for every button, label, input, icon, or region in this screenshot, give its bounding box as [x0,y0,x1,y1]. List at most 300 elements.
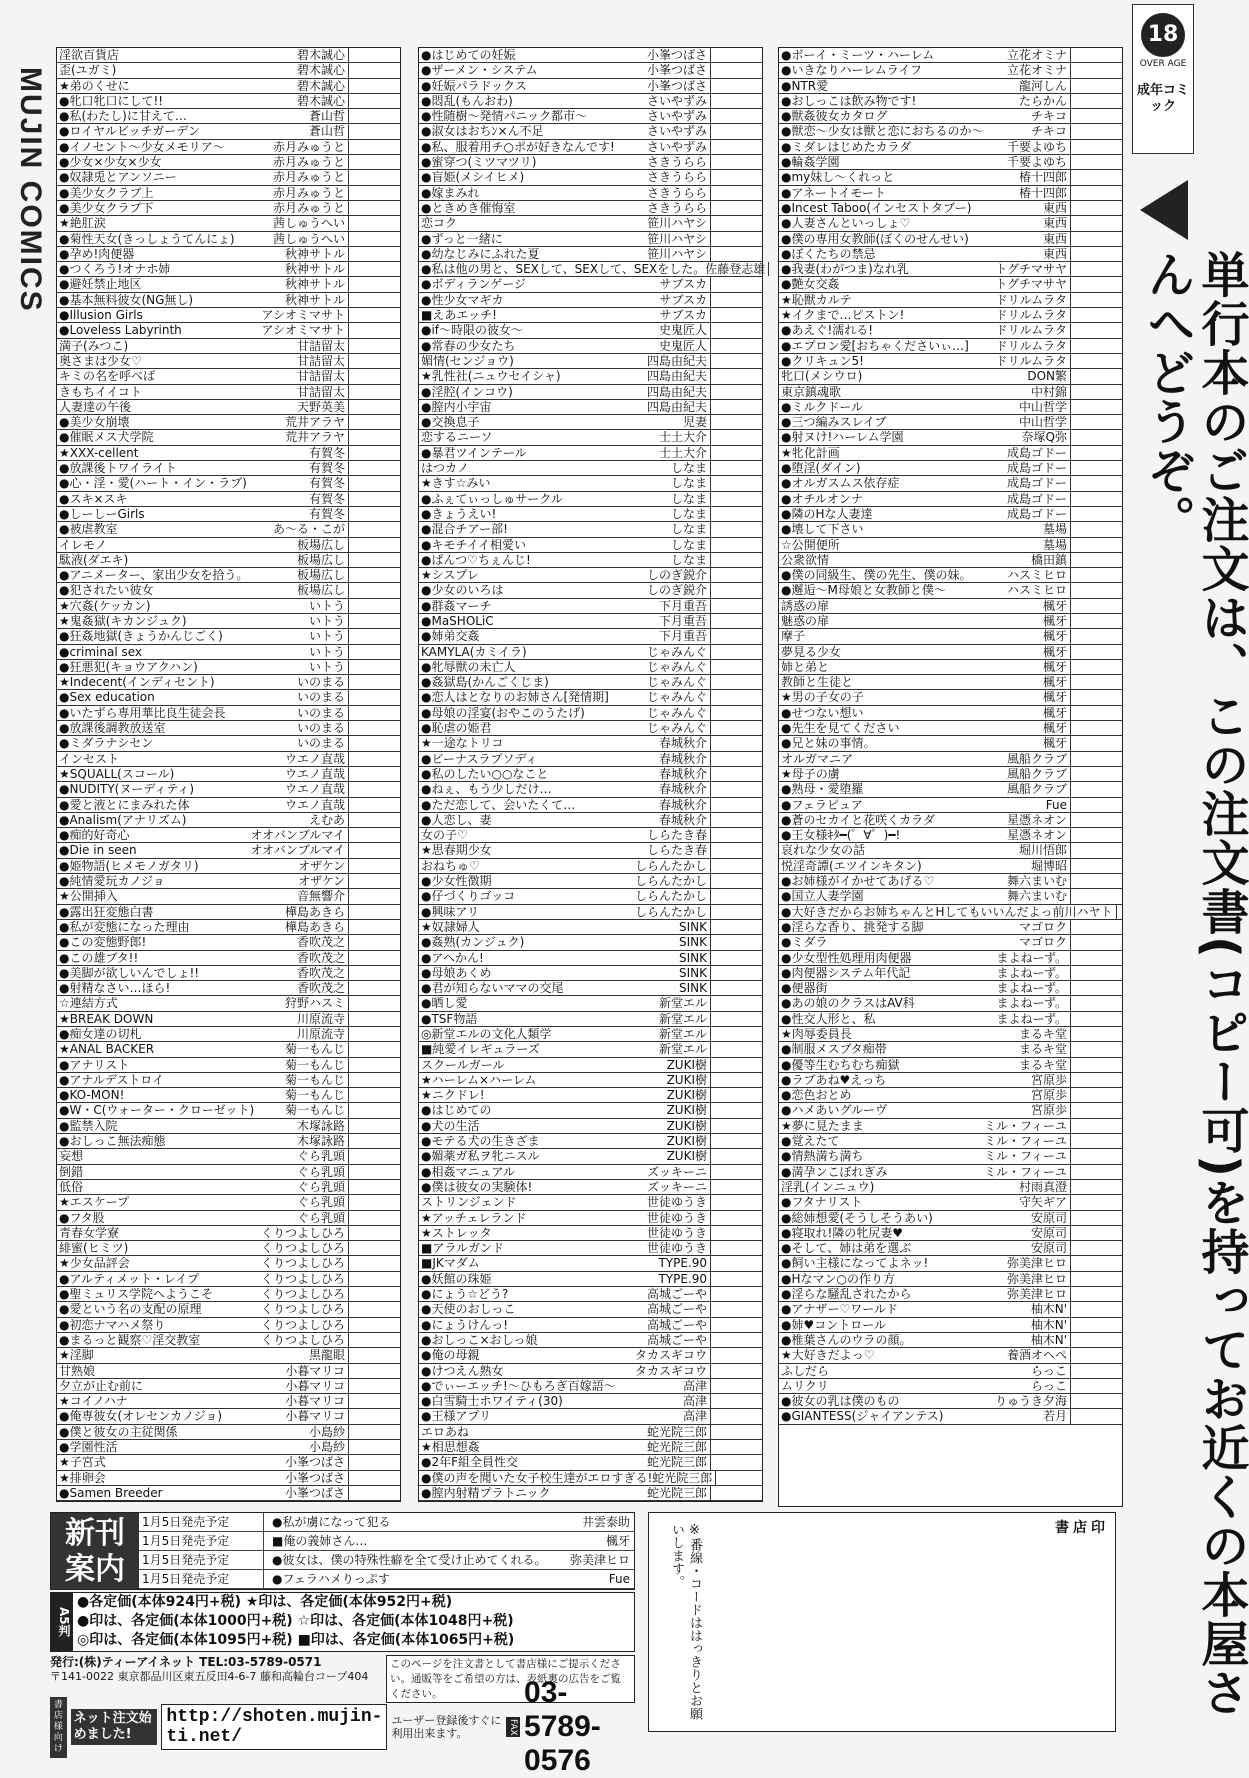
quantity-box[interactable] [710,201,762,215]
quantity-box[interactable] [1070,1348,1122,1362]
quantity-box[interactable] [348,63,400,77]
quantity-box[interactable] [1070,446,1122,460]
quantity-box[interactable] [1070,1409,1122,1423]
quantity-box[interactable] [1070,1180,1122,1194]
quantity-box[interactable] [1070,1302,1122,1316]
quantity-box[interactable] [348,476,400,490]
quantity-box[interactable] [710,293,762,307]
quantity-box[interactable] [348,1195,400,1209]
quantity-box[interactable] [1070,951,1122,965]
quantity-box[interactable] [710,109,762,123]
quantity-box[interactable] [348,1471,400,1485]
quantity-box[interactable] [710,1058,762,1072]
quantity-box[interactable] [348,538,400,552]
quantity-box[interactable] [348,1241,400,1255]
quantity-box[interactable] [348,492,400,506]
quantity-box[interactable] [710,1394,762,1408]
quantity-box[interactable] [710,843,762,857]
quantity-box[interactable] [348,859,400,873]
quantity-box[interactable] [1070,874,1122,888]
quantity-box[interactable] [710,216,762,230]
quantity-box[interactable] [1070,1318,1122,1332]
quantity-box[interactable] [710,1425,762,1439]
quantity-box[interactable] [348,629,400,643]
order-row [419,599,762,614]
quantity-box[interactable] [710,323,762,337]
quantity-box[interactable] [348,996,400,1010]
quantity-box[interactable] [348,201,400,215]
quantity-box[interactable] [710,599,762,613]
quantity-box[interactable] [710,660,762,674]
quantity-box[interactable] [710,1409,762,1423]
quantity-box[interactable] [710,828,762,842]
quantity-box[interactable] [348,690,400,704]
quantity-box[interactable] [710,415,762,429]
quantity-box[interactable] [348,1287,400,1301]
quantity-box[interactable] [710,583,762,597]
quantity-box[interactable] [710,675,762,689]
quantity-box[interactable] [710,1134,762,1148]
quantity-box[interactable] [348,1409,400,1423]
quantity-box[interactable] [348,798,400,812]
quantity-box[interactable] [348,323,400,337]
quantity-box[interactable] [710,859,762,873]
quantity-box[interactable] [1070,1195,1122,1209]
quantity-box[interactable] [348,889,400,903]
quantity-box[interactable] [1070,752,1122,766]
quantity-box[interactable] [710,1073,762,1087]
quantity-box[interactable] [710,966,762,980]
quantity-box[interactable] [710,935,762,949]
quantity-box[interactable] [1070,140,1122,154]
quantity-box[interactable] [710,1318,762,1332]
quantity-box[interactable] [1070,1058,1122,1072]
order-row [419,583,762,598]
quantity-box[interactable] [348,660,400,674]
quantity-box[interactable] [1070,706,1122,720]
quantity-box[interactable] [1070,614,1122,628]
quantity-box[interactable] [710,1256,762,1270]
quantity-box[interactable] [348,614,400,628]
quantity-box[interactable] [710,690,762,704]
quantity-box[interactable] [710,614,762,628]
quantity-box[interactable] [348,1180,400,1194]
quantity-box[interactable] [1070,1119,1122,1133]
quantity-box[interactable] [710,1364,762,1378]
quantity-box[interactable] [348,1027,400,1041]
quantity-box[interactable] [348,767,400,781]
quantity-box[interactable] [1070,538,1122,552]
quantity-box[interactable] [1070,1241,1122,1255]
quantity-box[interactable] [348,1455,400,1469]
quantity-box[interactable] [710,721,762,735]
quantity-box[interactable] [348,1211,400,1225]
quantity-box[interactable] [1070,1364,1122,1378]
quantity-box[interactable] [710,629,762,643]
book-title: キミの名を呼べば [59,369,156,384]
author: ZUKI樹 [666,1103,707,1118]
quantity-box[interactable] [348,951,400,965]
book-title: ●人恋し、妻 [421,812,492,827]
quantity-box[interactable] [348,1302,400,1316]
order-row [57,660,400,675]
quantity-box[interactable] [710,1379,762,1393]
quantity-box[interactable] [1070,323,1122,337]
quantity-box[interactable] [710,492,762,506]
quantity-box[interactable] [1070,660,1122,674]
quantity-box[interactable] [348,568,400,582]
quantity-box[interactable] [710,1287,762,1301]
quantity-box[interactable] [710,905,762,919]
quantity-box[interactable] [1070,216,1122,230]
quantity-box[interactable] [1070,1149,1122,1163]
quantity-box[interactable] [1070,828,1122,842]
quantity-box[interactable] [348,966,400,980]
quantity-box[interactable] [348,1042,400,1056]
quantity-box[interactable] [710,94,762,108]
quantity-box[interactable] [1070,277,1122,291]
quantity-box[interactable] [710,996,762,1010]
quantity-box[interactable] [710,385,762,399]
quantity-box[interactable] [348,354,400,368]
quantity-box[interactable] [348,522,400,536]
quantity-box[interactable] [348,706,400,720]
quantity-box[interactable] [348,293,400,307]
quantity-box[interactable] [1070,1073,1122,1087]
quantity-box[interactable] [1070,232,1122,246]
quantity-box[interactable] [710,247,762,261]
quantity-box[interactable] [348,232,400,246]
quantity-box[interactable] [1070,583,1122,597]
quantity-box[interactable] [710,736,762,750]
quantity-box[interactable] [348,1012,400,1026]
quantity-box[interactable] [710,1302,762,1316]
quantity-box[interactable] [710,446,762,460]
quantity-box[interactable] [1070,63,1122,77]
quantity-box[interactable] [1070,553,1122,567]
quantity-box[interactable] [1116,905,1122,919]
quantity-box[interactable] [1070,1256,1122,1270]
quantity-box[interactable] [710,1103,762,1117]
quantity-box[interactable] [1070,1134,1122,1148]
quantity-box[interactable] [1070,1012,1122,1026]
quantity-box[interactable] [348,262,400,276]
quantity-box[interactable] [710,170,762,184]
quantity-box[interactable] [710,1088,762,1102]
quantity-box[interactable] [1070,1394,1122,1408]
quantity-box[interactable] [1070,675,1122,689]
quantity-box[interactable] [1070,430,1122,444]
quantity-box[interactable] [348,1425,400,1439]
quantity-box[interactable] [1070,568,1122,582]
quantity-box[interactable] [348,828,400,842]
quantity-box[interactable] [710,981,762,995]
quantity-box[interactable] [348,461,400,475]
quantity-box[interactable] [1070,293,1122,307]
author: 小峯つばさ [284,1455,345,1470]
quantity-box[interactable] [1070,629,1122,643]
quantity-box[interactable] [1070,124,1122,138]
quantity-box[interactable] [1070,1103,1122,1117]
quantity-box[interactable] [710,155,762,169]
quantity-box[interactable] [1070,966,1122,980]
quantity-box[interactable] [710,1241,762,1255]
quantity-box[interactable] [710,369,762,383]
book-title: ●肉便器システム年代記 [781,965,911,980]
quantity-box[interactable] [348,1486,400,1500]
quantity-box[interactable] [1070,645,1122,659]
author: SINK [678,950,707,965]
quantity-box[interactable] [710,706,762,720]
quantity-box[interactable] [1070,981,1122,995]
quantity-box[interactable] [1070,461,1122,475]
quantity-box[interactable] [348,430,400,444]
quantity-box[interactable] [348,1058,400,1072]
quantity-box[interactable] [348,507,400,521]
quantity-box[interactable] [1070,798,1122,812]
quantity-box[interactable] [348,599,400,613]
quantity-box[interactable] [348,186,400,200]
order-url-link[interactable]: http://shoten.mujin-ti.net/ [161,1704,387,1750]
quantity-box[interactable] [710,1042,762,1056]
quantity-box[interactable] [1070,186,1122,200]
quantity-box[interactable] [348,1256,400,1270]
quantity-box[interactable] [348,124,400,138]
quantity-box[interactable] [348,155,400,169]
quantity-box[interactable] [348,1348,400,1362]
quantity-box[interactable] [348,843,400,857]
quantity-box[interactable] [348,247,400,261]
quantity-box[interactable] [710,1180,762,1194]
quantity-box[interactable] [1070,476,1122,490]
quantity-box[interactable] [1070,889,1122,903]
book-title: ●にょう☆どう? [421,1287,509,1302]
quantity-box[interactable] [348,736,400,750]
quantity-box[interactable] [348,446,400,460]
order-row [779,63,1122,78]
quantity-box[interactable] [710,522,762,536]
quantity-box[interactable] [710,813,762,827]
quantity-box[interactable] [1070,109,1122,123]
quantity-box[interactable] [710,874,762,888]
quantity-box[interactable] [1070,354,1122,368]
quantity-box[interactable] [348,782,400,796]
book-title: ●初恋ナマハメ祭り [59,1317,166,1332]
quantity-box[interactable] [348,1364,400,1378]
quantity-box[interactable] [1070,1165,1122,1179]
quantity-box[interactable] [710,124,762,138]
quantity-box[interactable] [348,1318,400,1332]
quantity-box[interactable] [710,645,762,659]
quantity-box[interactable] [710,1165,762,1179]
quantity-box[interactable] [1070,1272,1122,1286]
quantity-box[interactable] [1070,736,1122,750]
quantity-box[interactable] [710,308,762,322]
quantity-box[interactable] [710,951,762,965]
quantity-box[interactable] [348,308,400,322]
quantity-box[interactable] [348,170,400,184]
quantity-box[interactable] [710,1272,762,1286]
quantity-box[interactable] [348,1272,400,1286]
quantity-box[interactable] [1070,782,1122,796]
quantity-box[interactable] [715,1471,762,1485]
quantity-box[interactable] [348,109,400,123]
quantity-box[interactable] [1070,262,1122,276]
quantity-box[interactable] [710,507,762,521]
quantity-box[interactable] [348,94,400,108]
quantity-box[interactable] [710,1486,762,1500]
quantity-box[interactable] [710,48,762,62]
quantity-box[interactable] [1070,201,1122,215]
quantity-box[interactable] [1070,599,1122,613]
quantity-box[interactable] [710,461,762,475]
quantity-box[interactable] [1070,721,1122,735]
quantity-box[interactable] [1070,1088,1122,1102]
quantity-box[interactable] [710,1195,762,1209]
order-row [779,1241,1122,1256]
quantity-box[interactable] [348,675,400,689]
quantity-box[interactable] [348,920,400,934]
quantity-box[interactable] [348,553,400,567]
quantity-box[interactable] [348,1134,400,1148]
quantity-box[interactable] [348,1165,400,1179]
quantity-box[interactable] [768,262,769,276]
book-title: ◎新堂エルの文化人類学 [421,1027,552,1041]
quantity-box[interactable] [1070,1027,1122,1041]
quantity-box[interactable] [348,813,400,827]
quantity-box[interactable] [348,1440,400,1454]
quantity-box[interactable] [348,935,400,949]
quantity-box[interactable] [1070,1211,1122,1225]
quantity-box[interactable] [348,1119,400,1133]
quantity-box[interactable] [348,1379,400,1393]
quantity-box[interactable] [1070,415,1122,429]
quantity-box[interactable] [710,232,762,246]
release-title: ●私が虜になって犯る [272,1515,391,1529]
quantity-box[interactable] [1070,247,1122,261]
quantity-box[interactable] [348,583,400,597]
quantity-box[interactable] [348,874,400,888]
quantity-box[interactable] [348,216,400,230]
quantity-box[interactable] [348,415,400,429]
quantity-box[interactable] [1070,94,1122,108]
quantity-box[interactable] [348,752,400,766]
quantity-box[interactable] [348,140,400,154]
quantity-box[interactable] [348,369,400,383]
quantity-box[interactable] [348,400,400,414]
quantity-box[interactable] [348,1333,400,1347]
quantity-box[interactable] [710,782,762,796]
order-row [779,874,1122,889]
order-row [419,614,762,629]
quantity-box[interactable] [348,79,400,93]
quantity-box[interactable] [710,1455,762,1469]
quantity-box[interactable] [348,645,400,659]
quantity-box[interactable] [710,1348,762,1362]
quantity-box[interactable] [348,1073,400,1087]
quantity-box[interactable] [348,721,400,735]
quantity-box[interactable] [710,430,762,444]
quantity-box[interactable] [710,63,762,77]
quantity-box[interactable] [348,1103,400,1117]
quantity-box[interactable] [348,48,400,62]
quantity-box[interactable] [710,140,762,154]
quantity-box[interactable] [1070,79,1122,93]
quantity-box[interactable] [348,1088,400,1102]
quantity-box[interactable] [1070,1287,1122,1301]
quantity-box[interactable] [710,1440,762,1454]
quantity-box[interactable] [1070,859,1122,873]
quantity-box[interactable] [710,1027,762,1041]
quantity-box[interactable] [1070,170,1122,184]
quantity-box[interactable] [1070,843,1122,857]
quantity-box[interactable] [710,476,762,490]
quantity-box[interactable] [710,1211,762,1225]
quantity-box[interactable] [1070,767,1122,781]
order-row [779,843,1122,858]
quantity-box[interactable] [1070,507,1122,521]
quantity-box[interactable] [348,339,400,353]
quantity-box[interactable] [1070,1042,1122,1056]
quantity-box[interactable] [710,752,762,766]
quantity-box[interactable] [710,400,762,414]
quantity-box[interactable] [710,186,762,200]
quantity-box[interactable] [710,79,762,93]
quantity-box[interactable] [710,798,762,812]
bookstore-stamp-box[interactable] [648,1512,1116,1732]
quantity-box[interactable] [1070,385,1122,399]
quantity-box[interactable] [710,1012,762,1026]
quantity-box[interactable] [710,1333,762,1347]
quantity-box[interactable] [1070,920,1122,934]
quantity-box[interactable] [348,1394,400,1408]
quantity-box[interactable] [710,1149,762,1163]
quantity-box[interactable] [1070,996,1122,1010]
quantity-box[interactable] [348,1149,400,1163]
quantity-box[interactable] [1070,48,1122,62]
quantity-box[interactable] [710,277,762,291]
quantity-box[interactable] [710,889,762,903]
quantity-box[interactable] [1070,935,1122,949]
quantity-box[interactable] [348,385,400,399]
quantity-box[interactable] [1070,155,1122,169]
quantity-box[interactable] [348,981,400,995]
quantity-box[interactable] [1070,1226,1122,1240]
quantity-box[interactable] [710,920,762,934]
quantity-box[interactable] [1070,690,1122,704]
quantity-box[interactable] [348,277,400,291]
quantity-box[interactable] [1070,339,1122,353]
quantity-box[interactable] [710,339,762,353]
quantity-box[interactable] [710,553,762,567]
quantity-box[interactable] [1070,522,1122,536]
quantity-box[interactable] [348,905,400,919]
quantity-box[interactable] [710,1226,762,1240]
quantity-box[interactable] [710,767,762,781]
quantity-box[interactable] [710,538,762,552]
quantity-box[interactable] [710,354,762,368]
quantity-box[interactable] [1070,400,1122,414]
quantity-box[interactable] [710,568,762,582]
quantity-box[interactable] [1070,1333,1122,1347]
quantity-box[interactable] [348,1226,400,1240]
quantity-box[interactable] [1070,813,1122,827]
quantity-box[interactable] [1070,492,1122,506]
quantity-box[interactable] [710,1119,762,1133]
quantity-box[interactable] [1070,308,1122,322]
quantity-box[interactable] [1070,369,1122,383]
quantity-box[interactable] [1070,1379,1122,1393]
